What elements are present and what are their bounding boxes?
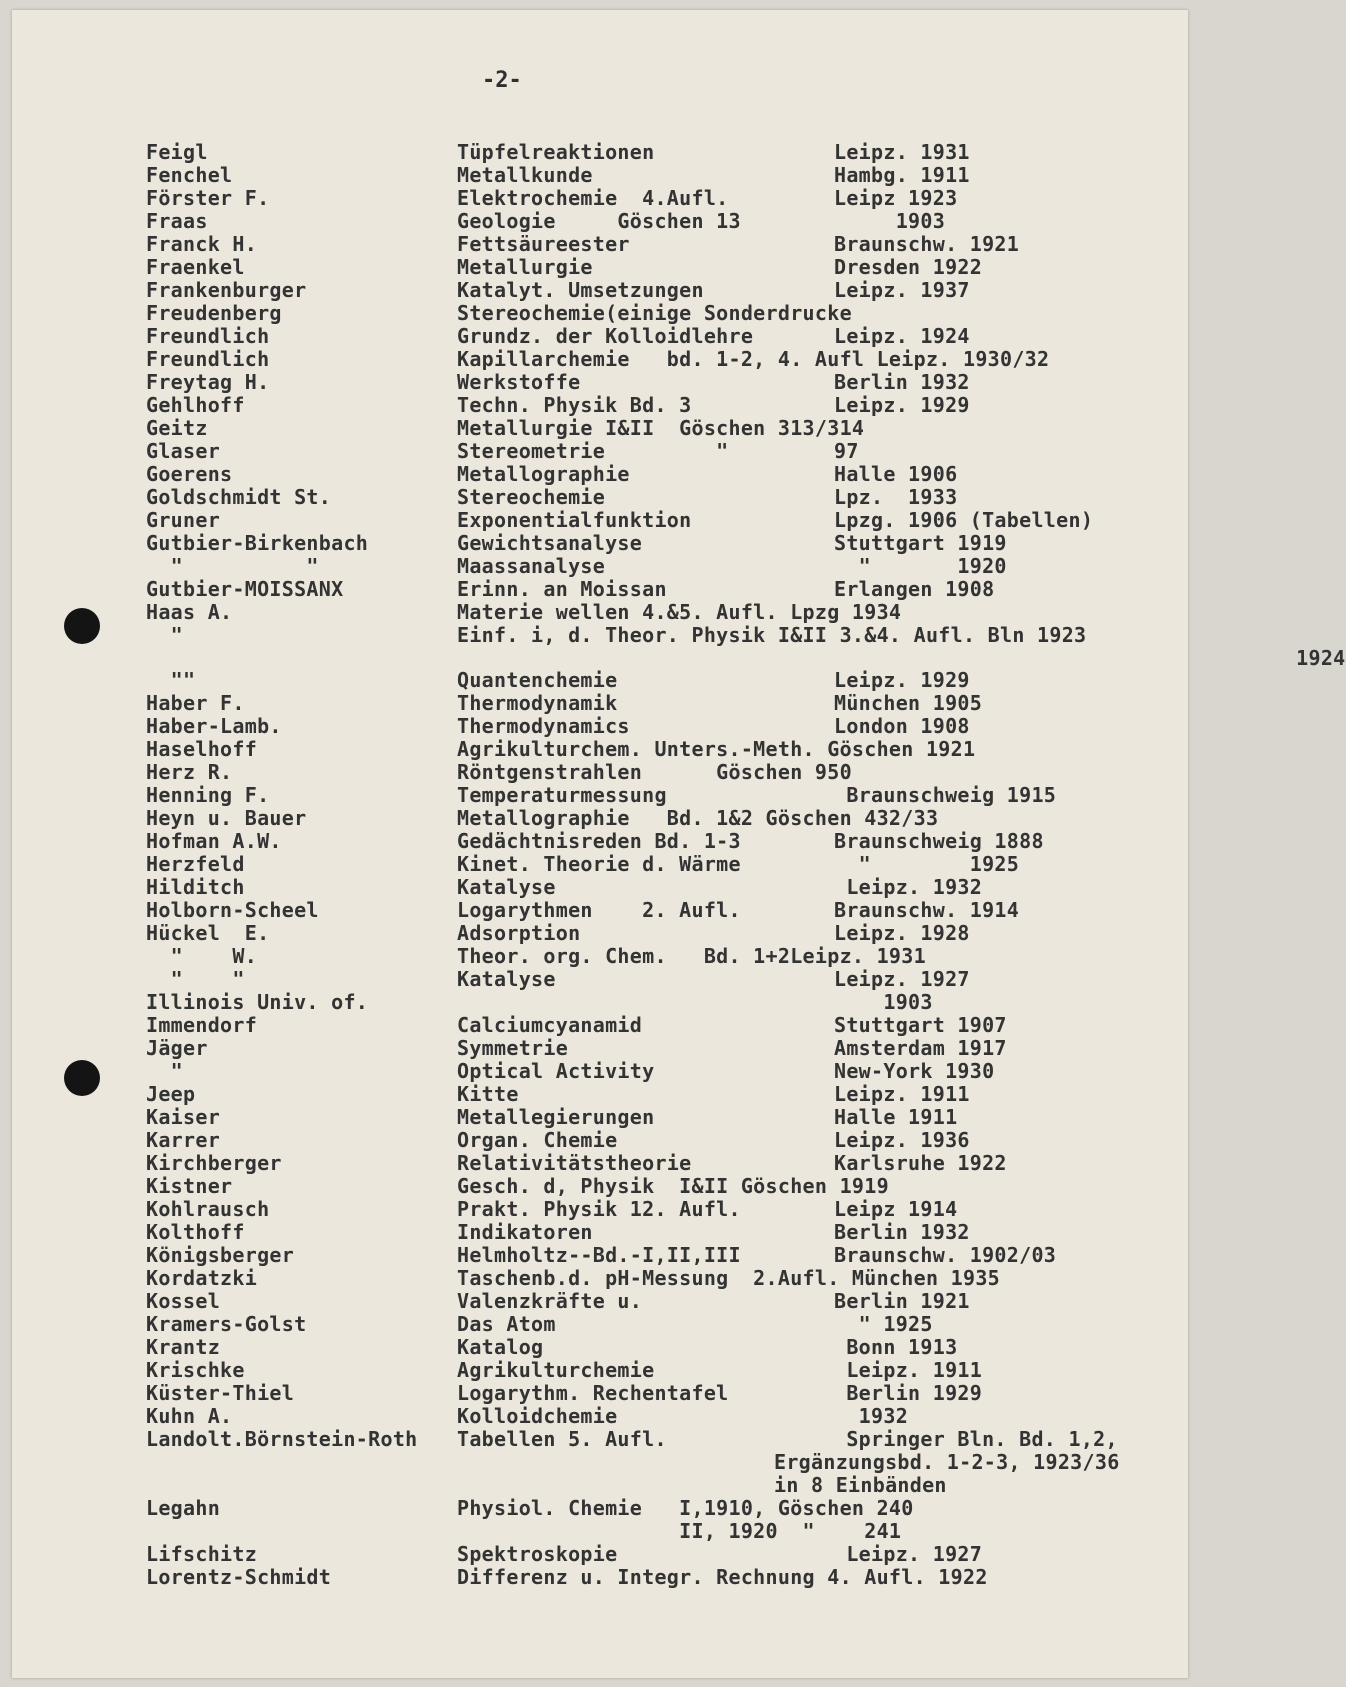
list-item	[12, 462, 1188, 486]
entry-title: Spektroskopie	[457, 1542, 618, 1566]
entry-title: Erinn. an Moissan	[457, 577, 667, 601]
list-item	[12, 714, 1188, 738]
document-page	[12, 10, 1346, 1678]
entry-author: Kuhn A.	[146, 1404, 233, 1428]
entry-title: Calciumcyanamid	[457, 1013, 643, 1037]
list-item	[12, 554, 1188, 578]
entry-title: Fettsäureester	[457, 232, 630, 256]
entry-title: Metallographie Bd. 1&2 Göschen 432/33	[457, 806, 939, 830]
list-item	[12, 990, 1188, 1014]
entry-author: Haber-Lamb.	[146, 714, 282, 738]
entry-title: Temperaturmessung	[457, 783, 667, 807]
list-item	[12, 737, 1188, 761]
list-item	[12, 623, 1188, 647]
entry-publication: Leipz. 1931	[834, 140, 970, 164]
entry-publication: Berlin 1932	[834, 370, 970, 394]
list-item	[12, 485, 1188, 509]
entry-title: Maassanalyse	[457, 554, 606, 578]
entry-author: Haas A.	[146, 600, 233, 624]
entry-publication: " 1925	[834, 1312, 933, 1336]
entry-author: Lorentz-Schmidt	[146, 1565, 332, 1589]
entry-publication: Leipz. 1927	[834, 1542, 983, 1566]
entry-title: Valenzkräfte u.	[457, 1289, 643, 1313]
entry-title: Organ. Chemie	[457, 1128, 618, 1152]
entry-author: Glaser	[146, 439, 221, 463]
list-item	[12, 577, 1188, 601]
entry-author: Haselhoff	[146, 737, 258, 761]
entry-title: Thermodynamik	[457, 691, 618, 715]
entry-title: Metallkunde	[457, 163, 593, 187]
list-item	[12, 806, 1188, 830]
list-item	[12, 1243, 1188, 1267]
list-item	[12, 1082, 1188, 1106]
entry-publication: in 8 Einbänden	[774, 1473, 947, 1497]
entry-title: Kolloidchemie	[457, 1404, 618, 1428]
list-item	[12, 255, 1188, 279]
entry-author: Kistner	[146, 1174, 233, 1198]
list-item	[12, 1197, 1188, 1221]
entry-title: Tabellen 5. Aufl.	[457, 1427, 667, 1451]
entry-author: Herz R.	[146, 760, 233, 784]
list-item	[12, 1220, 1188, 1244]
entry-author: Geitz	[146, 416, 208, 440]
entry-author: Henning F.	[146, 783, 270, 807]
list-item	[12, 1128, 1188, 1152]
entry-author: Goerens	[146, 462, 233, 486]
entry-publication: Leipz. 1911	[834, 1358, 983, 1382]
list-item	[12, 1358, 1188, 1382]
entry-title: Thermodynamics	[457, 714, 630, 738]
entry-title: Gewichtsanalyse	[457, 531, 643, 555]
list-item	[12, 852, 1188, 876]
entry-author: Freundlich	[146, 324, 270, 348]
entry-author: Jeep	[146, 1082, 196, 1106]
entry-title: Materie wellen 4.&5. Aufl. Lpzg 1934	[457, 600, 902, 624]
entry-title: Relativitätstheorie	[457, 1151, 692, 1175]
entry-title: Symmetrie	[457, 1036, 569, 1060]
entry-author: Freudenberg	[146, 301, 282, 325]
entry-publication: Karlsruhe 1922	[834, 1151, 1007, 1175]
entry-title: Taschenb.d. pH-Messung 2.Aufl. München 1935	[457, 1266, 1001, 1290]
entry-author: Fenchel	[146, 163, 233, 187]
list-item	[12, 278, 1188, 302]
entry-title: Exponentialfunktion	[457, 508, 692, 532]
entry-publication: Leipz. 1937	[834, 278, 970, 302]
entry-author: Illinois Univ. of.	[146, 990, 369, 1014]
list-item	[12, 1151, 1188, 1175]
entry-title: Optical Activity	[457, 1059, 655, 1083]
entry-publication: Leipz. 1928	[834, 921, 970, 945]
entry-publication: Lpzg. 1906 (Tabellen)	[834, 508, 1094, 532]
entry-title: Agrikulturchem. Unters.-Meth. Göschen 1921	[457, 737, 976, 761]
entry-publication: Lpz. 1933	[834, 485, 958, 509]
entry-title: Metallurgie I&II Göschen 313/314	[457, 416, 865, 440]
entry-publication: Leipz. 1929	[834, 393, 970, 417]
entry-author: Küster-Thiel	[146, 1381, 295, 1405]
entry-publication: 97	[834, 439, 859, 463]
entry-author: Immendorf	[146, 1013, 258, 1037]
entry-title: Stereometrie "	[457, 439, 729, 463]
entry-author: Krischke	[146, 1358, 245, 1382]
entry-publication: Braunschw. 1914	[834, 898, 1020, 922]
entry-publication: Braunschw. 1902/03	[834, 1243, 1057, 1267]
entry-publication: Leipz 1923	[834, 186, 958, 210]
entry-publication: Stuttgart 1919	[834, 531, 1007, 555]
entry-title: Metallegierungen	[457, 1105, 655, 1129]
list-item	[12, 1565, 1188, 1589]
list-item	[12, 1013, 1188, 1037]
list-item	[12, 967, 1188, 991]
entry-publication: Amsterdam 1917	[834, 1036, 1007, 1060]
entry-author: Königsberger	[146, 1243, 295, 1267]
entry-author: Kordatzki	[146, 1266, 258, 1290]
entry-title: Kapillarchemie bd. 1-2, 4. Aufl Leipz. 1930/32	[457, 347, 1050, 371]
entry-author: Hückel E.	[146, 921, 270, 945]
list-item	[12, 416, 1188, 440]
list-item	[12, 760, 1188, 784]
entry-author: Freundlich	[146, 347, 270, 371]
list-item	[12, 1266, 1188, 1290]
entry-author: Haber F.	[146, 691, 245, 715]
entry-title: Metallographie	[457, 462, 630, 486]
entry-author: Fraenkel	[146, 255, 245, 279]
entry-publication: Stuttgart 1907	[834, 1013, 1007, 1037]
entry-publication: Braunschw. 1921	[834, 232, 1020, 256]
entry-title: Katalog	[457, 1335, 544, 1359]
entry-author: Hilditch	[146, 875, 245, 899]
list-item	[12, 1381, 1188, 1405]
entry-title: Logarythm. Rechentafel	[457, 1381, 729, 1405]
entry-publication: New-York 1930	[834, 1059, 995, 1083]
list-item	[12, 1059, 1188, 1083]
entry-title: Einf. i, d. Theor. Physik I&II 3.&4. Aufl. Bln 1923	[457, 623, 1087, 647]
entry-author: Fraas	[146, 209, 208, 233]
entry-publication: Leipz. 1932	[834, 875, 983, 899]
entry-publication: " 1925	[834, 852, 1020, 876]
entry-title: Stereochemie	[457, 485, 606, 509]
entry-publication: Braunschweig 1888	[834, 829, 1044, 853]
entry-author: Heyn u. Bauer	[146, 806, 307, 830]
entry-publication: Springer Bln. Bd. 1,2,	[834, 1427, 1118, 1451]
entry-title: Quantenchemie	[457, 668, 618, 692]
list-item	[12, 1473, 1188, 1497]
entry-author: Franck H.	[146, 232, 258, 256]
list-item	[12, 531, 1188, 555]
entry-author: " W.	[146, 944, 258, 968]
list-item	[12, 1519, 1188, 1543]
entry-publication: 1924	[1074, 646, 1346, 670]
entry-publication: Leipz. 1911	[834, 1082, 970, 1106]
entry-publication: London 1908	[834, 714, 970, 738]
entry-title: Katalyse	[457, 875, 556, 899]
list-item	[12, 1450, 1188, 1474]
entry-title: Tüpfelreaktionen	[457, 140, 655, 164]
entry-author: Karrer	[146, 1128, 221, 1152]
entry-title: Gedächtnisreden Bd. 1-3	[457, 829, 741, 853]
entry-author: Jäger	[146, 1036, 208, 1060]
entry-publication: Erlangen 1908	[834, 577, 995, 601]
entry-author: Gutbier-Birkenbach	[146, 531, 369, 555]
entry-title: Das Atom	[457, 1312, 556, 1336]
list-item	[12, 347, 1188, 371]
entry-author: Freytag H.	[146, 370, 270, 394]
list-item	[12, 600, 1188, 624]
list-item	[12, 508, 1188, 532]
entry-title: Techn. Physik Bd. 3	[457, 393, 692, 417]
entry-publication: Halle 1906	[834, 462, 958, 486]
entry-author: "	[146, 1059, 184, 1083]
list-item	[12, 1289, 1188, 1313]
entry-title: Werkstoffe	[457, 370, 581, 394]
entry-author: Kohlrausch	[146, 1197, 270, 1221]
entry-author: Hofman A.W.	[146, 829, 282, 853]
entry-title: Indikatoren	[457, 1220, 593, 1244]
entry-publication: Berlin 1932	[834, 1220, 970, 1244]
list-item	[12, 140, 1188, 164]
entry-publication: Hambg. 1911	[834, 163, 970, 187]
entry-author: Förster F.	[146, 186, 270, 210]
entry-publication: Berlin 1929	[834, 1381, 983, 1405]
entry-title: Stereochemie(einige Sonderdrucke	[457, 301, 852, 325]
list-item	[12, 301, 1188, 325]
entry-author: Herzfeld	[146, 852, 245, 876]
list-item	[12, 1174, 1188, 1198]
entry-author: Kirchberger	[146, 1151, 282, 1175]
entry-author: Gutbier-MOISSANX	[146, 577, 344, 601]
list-item	[12, 232, 1188, 256]
entry-author: Lifschitz	[146, 1542, 258, 1566]
entry-publication: Leipz. 1929	[834, 668, 970, 692]
list-item	[12, 646, 1346, 670]
entry-author: Krantz	[146, 1335, 221, 1359]
entry-publication: " 1920	[834, 554, 1007, 578]
entry-publication: Leipz 1914	[834, 1197, 958, 1221]
entry-title: Kinet. Theorie d. Wärme	[457, 852, 741, 876]
list-item	[12, 829, 1188, 853]
list-item	[12, 1036, 1188, 1060]
entry-title: Katalyse	[457, 967, 556, 991]
entry-author: Feigl	[146, 140, 208, 164]
entry-publication: 1932	[834, 1404, 909, 1428]
list-item	[12, 1427, 1188, 1451]
page-number: -2-	[482, 68, 522, 93]
entry-title: Röntgenstrahlen Göschen 950	[457, 760, 852, 784]
list-item	[12, 944, 1188, 968]
list-item	[12, 393, 1188, 417]
entry-publication: 1903	[834, 990, 933, 1014]
list-item	[12, 1404, 1188, 1428]
entry-title: Gesch. d, Physik I&II Göschen 1919	[457, 1174, 889, 1198]
list-item	[12, 439, 1188, 463]
entry-author: Goldschmidt St.	[146, 485, 332, 509]
entry-publication: 1903	[834, 209, 946, 233]
entry-title: Prakt. Physik 12. Aufl.	[457, 1197, 741, 1221]
entry-publication: Leipz. 1927	[834, 967, 970, 991]
list-item	[12, 875, 1188, 899]
entry-author: Landolt.Börnstein-Roth	[146, 1427, 418, 1451]
entry-author: Holborn-Scheel	[146, 898, 319, 922]
entry-title: Theor. org. Chem. Bd. 1+2Leipz. 1931	[457, 944, 926, 968]
entry-title: Physiol. Chemie I,1910, Göschen 240	[457, 1496, 914, 1520]
entry-author: " "	[146, 967, 245, 991]
entry-title: Metallurgie	[457, 255, 593, 279]
entry-publication: Bonn 1913	[834, 1335, 958, 1359]
entry-author: Legahn	[146, 1496, 221, 1520]
entry-author: Kramers-Golst	[146, 1312, 307, 1336]
list-item	[12, 1496, 1188, 1520]
entry-title: Agrikulturchemie	[457, 1358, 655, 1382]
entry-title: Differenz u. Integr. Rechnung 4. Aufl. 1922	[457, 1565, 988, 1589]
entry-publication: Leipz. 1924	[834, 324, 970, 348]
list-item	[12, 691, 1188, 715]
list-item	[12, 163, 1188, 187]
entry-author: ""	[146, 668, 196, 692]
entry-publication: Berlin 1921	[834, 1289, 970, 1313]
list-item	[12, 1105, 1188, 1129]
list-item	[12, 668, 1188, 692]
entry-author: Frankenburger	[146, 278, 307, 302]
entry-author: Kossel	[146, 1289, 221, 1313]
entry-title: II, 1920 " 241	[457, 1519, 902, 1543]
entry-title: Geologie Göschen 13	[457, 209, 741, 233]
entry-publication: Braunschweig 1915	[834, 783, 1057, 807]
list-item	[12, 1542, 1188, 1566]
entry-title: Adsorption	[457, 921, 581, 945]
entry-title: Helmholtz--Bd.-I,II,III	[457, 1243, 741, 1267]
entry-publication: Dresden 1922	[834, 255, 983, 279]
entry-author: " "	[146, 554, 319, 578]
entry-title: Kitte	[457, 1082, 519, 1106]
list-item	[12, 1312, 1188, 1336]
list-item	[12, 324, 1188, 348]
entry-publication: Halle 1911	[834, 1105, 958, 1129]
entry-author: Kolthoff	[146, 1220, 245, 1244]
list-item	[12, 783, 1188, 807]
entry-title: Grundz. der Kolloidlehre	[457, 324, 754, 348]
entry-author: Gruner	[146, 508, 221, 532]
entry-title: Katalyt. Umsetzungen	[457, 278, 704, 302]
list-item	[12, 921, 1188, 945]
list-item	[12, 370, 1188, 394]
entry-publication: München 1905	[834, 691, 983, 715]
list-item	[12, 1335, 1188, 1359]
entry-publication: Leipz. 1936	[834, 1128, 970, 1152]
entry-title: Logarythmen 2. Aufl.	[457, 898, 741, 922]
entry-author: Gehlhoff	[146, 393, 245, 417]
list-item	[12, 186, 1188, 210]
entry-publication: Ergänzungsbd. 1-2-3, 1923/36	[774, 1450, 1120, 1474]
list-item	[12, 898, 1188, 922]
entry-author: "	[146, 623, 184, 647]
entry-author: Kaiser	[146, 1105, 221, 1129]
list-item	[12, 209, 1188, 233]
entry-title: Elektrochemie 4.Aufl.	[457, 186, 729, 210]
